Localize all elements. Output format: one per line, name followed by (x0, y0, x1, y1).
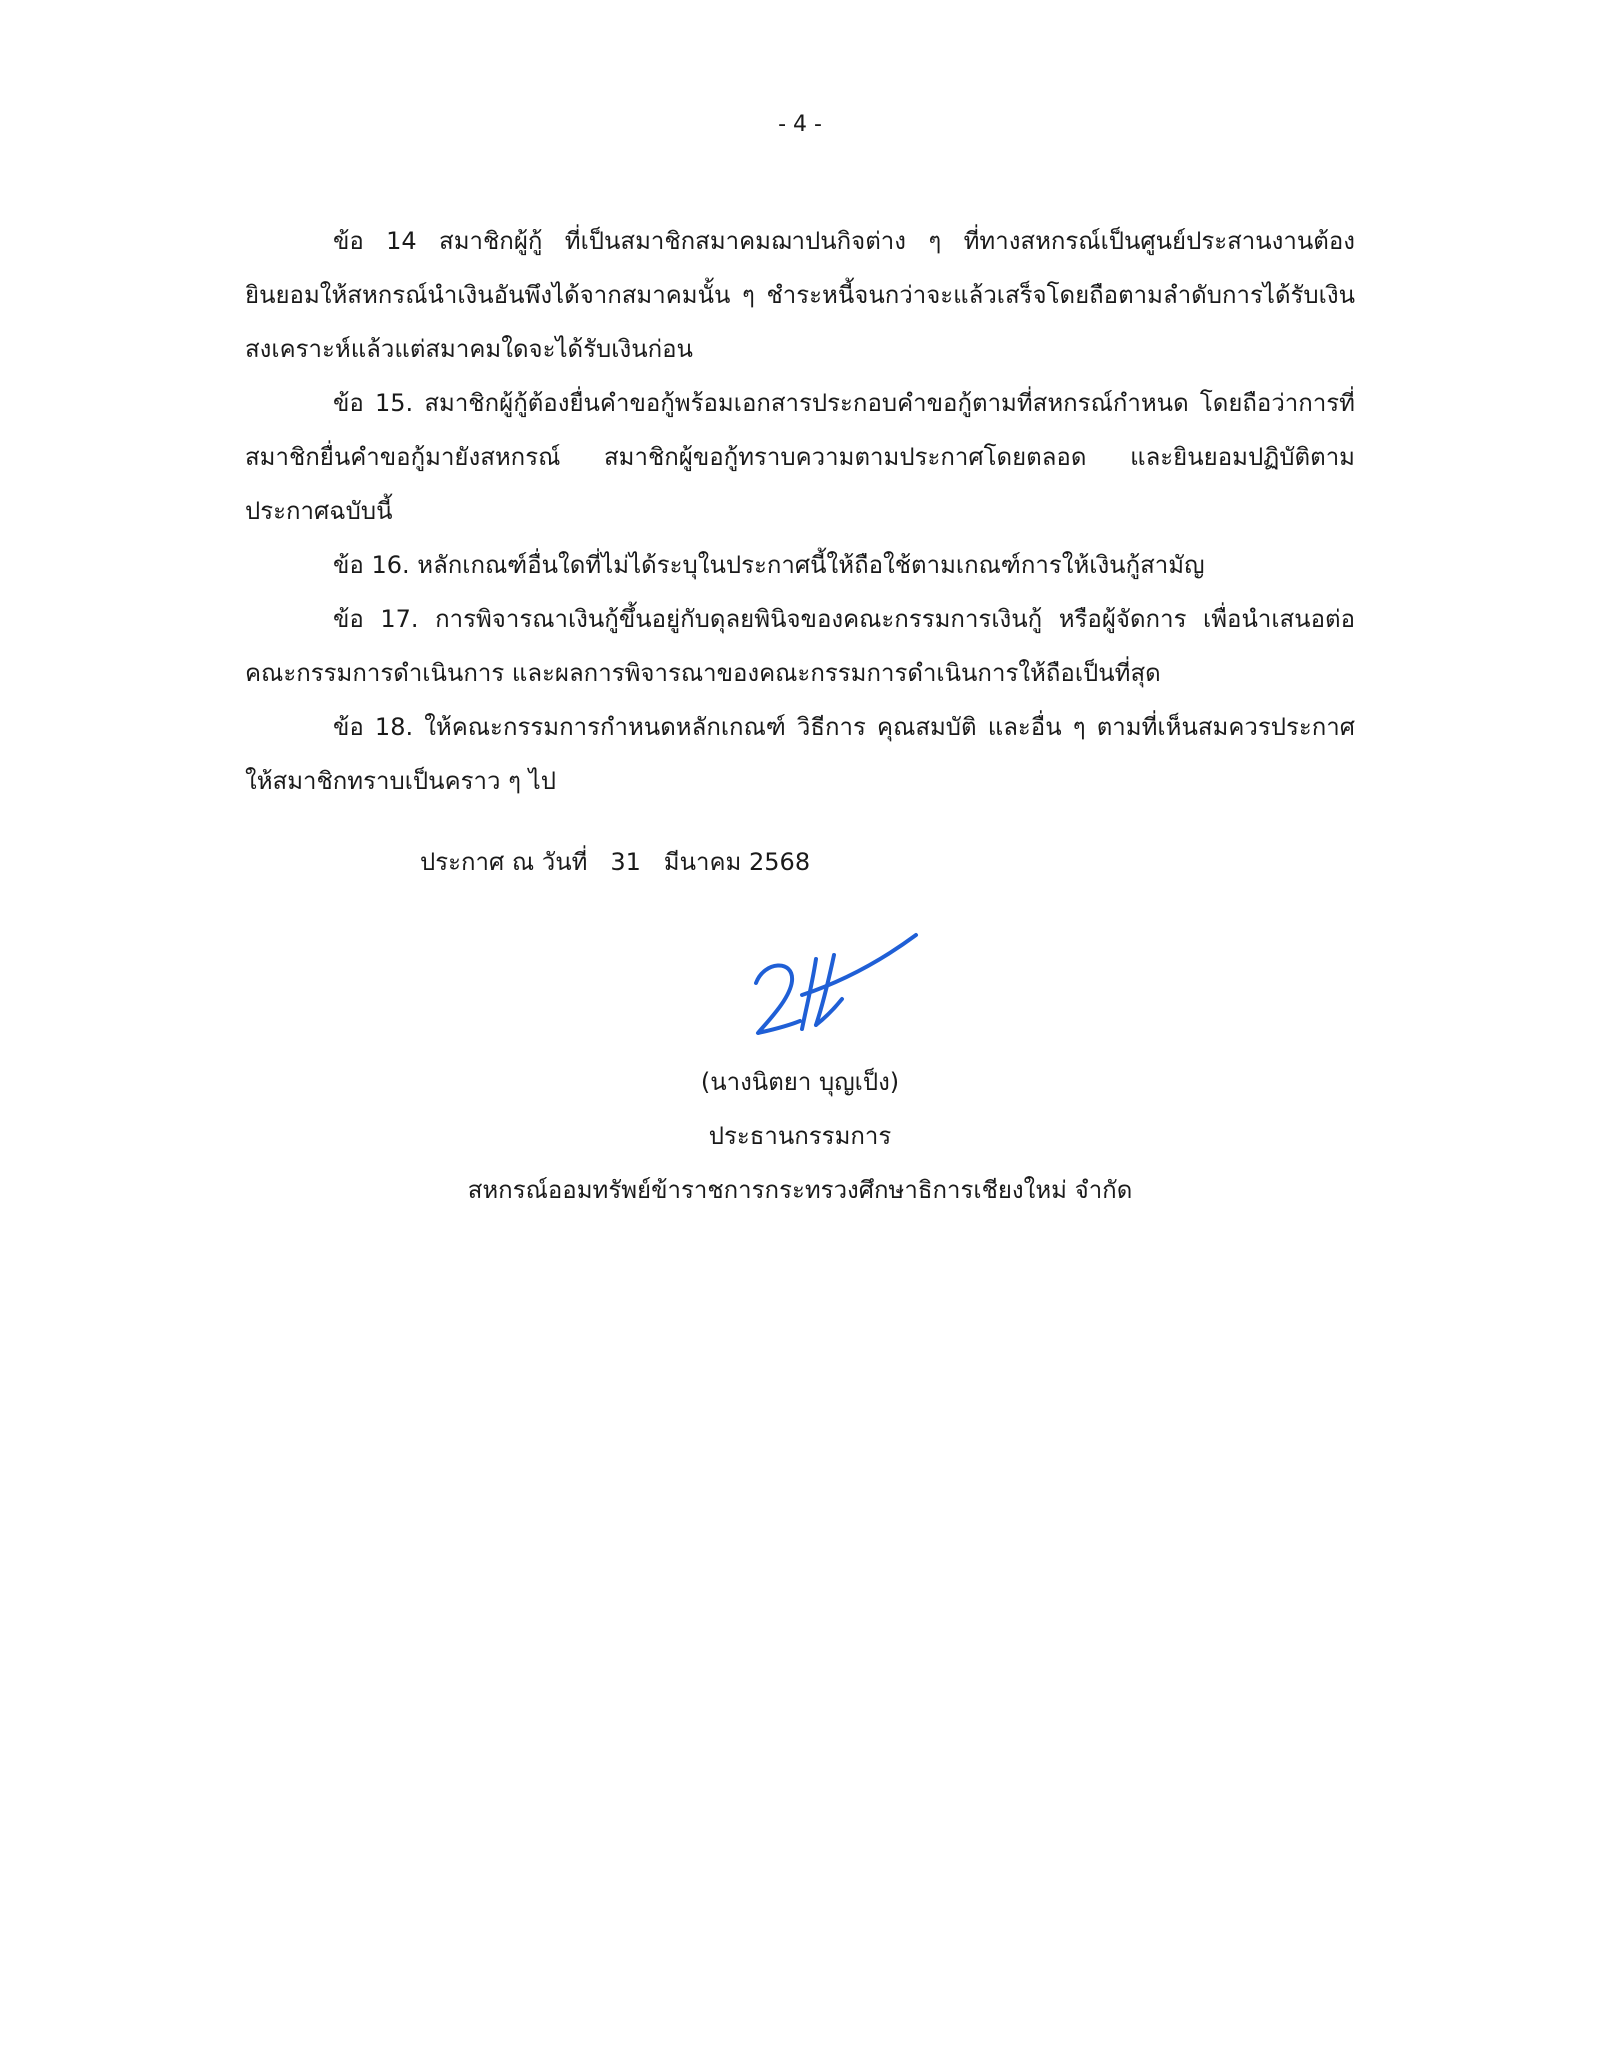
signer-title: ประธานกรรมการ (708, 1122, 892, 1150)
clause-18: ข้อ 18. ให้คณะกรรมการกำหนดหลักเกณฑ์ วิธีการ คุณสมบัติ และอื่น ๆ ตามที่เห็นสมควรประกาศให้สมาชิกทราบเป็นคราว ๆ ไป (245, 713, 1355, 795)
clause-17: ข้อ 17. การพิจารณาเงินกู้ขึ้นอยู่กับดุลยพินิจของคณะกรรมการเงินกู้ หรือผู้จัดการ เพื่อนำเสนอต่อคณะกรรมการดำเนินการ และผลการพิจารณาของคณะกรรมการดำเนินการให้ถือเป็นที่สุด (245, 605, 1355, 687)
clause-14: ข้อ 14 สมาชิกผู้กู้ ที่เป็นสมาชิกสมาคมฌาปนกิจต่าง ๆ ที่ทางสหกรณ์เป็นศูนย์ประสานงานต้องยินยอมให้สหกรณ์นำเงินอันพึงได้จากสมาคมนั้น ๆ ชำระหนี้จนกว่าจะแล้วเสร็จโดยถือตามลำดับการได้รับเงินสงเคราะห์แล้วแต่สมาคมใดจะได้รับเงินก่อน (245, 227, 1355, 363)
clause-16: ข้อ 16. หลักเกณฑ์อื่นใดที่ไม่ได้ระบุในประกาศนี้ให้ถือใช้ตามเกณฑ์การให้เงินกู้สามัญ (333, 551, 1205, 579)
signer-organization: สหกรณ์ออมทรัพย์ข้าราชการกระทรวงศึกษาธิการเชียงใหม่ จำกัด (467, 1176, 1133, 1204)
announcement-date: ประกาศ ณ วันที่ 31 มีนาคม 2568 (420, 848, 811, 876)
clause-15: ข้อ 15. สมาชิกผู้กู้ต้องยื่นคำขอกู้พร้อมเอกสารประกอบคำขอกู้ตามที่สหกรณ์กำหนด โดยถือว่าการที่สมาชิกยื่นคำขอกู้มายังสหกรณ์ สมาชิกผู้ขอกู้ทราบความตามประกาศโดยตลอด และยินยอมปฏิบัติตามประกาศฉบับนี้ (245, 389, 1355, 525)
page-number: - 4 - (778, 112, 822, 137)
signer-name: (นางนิตยา บุญเป็ง) (700, 1068, 900, 1096)
signature-icon (742, 925, 922, 1047)
clause-list (245, 214, 1355, 808)
